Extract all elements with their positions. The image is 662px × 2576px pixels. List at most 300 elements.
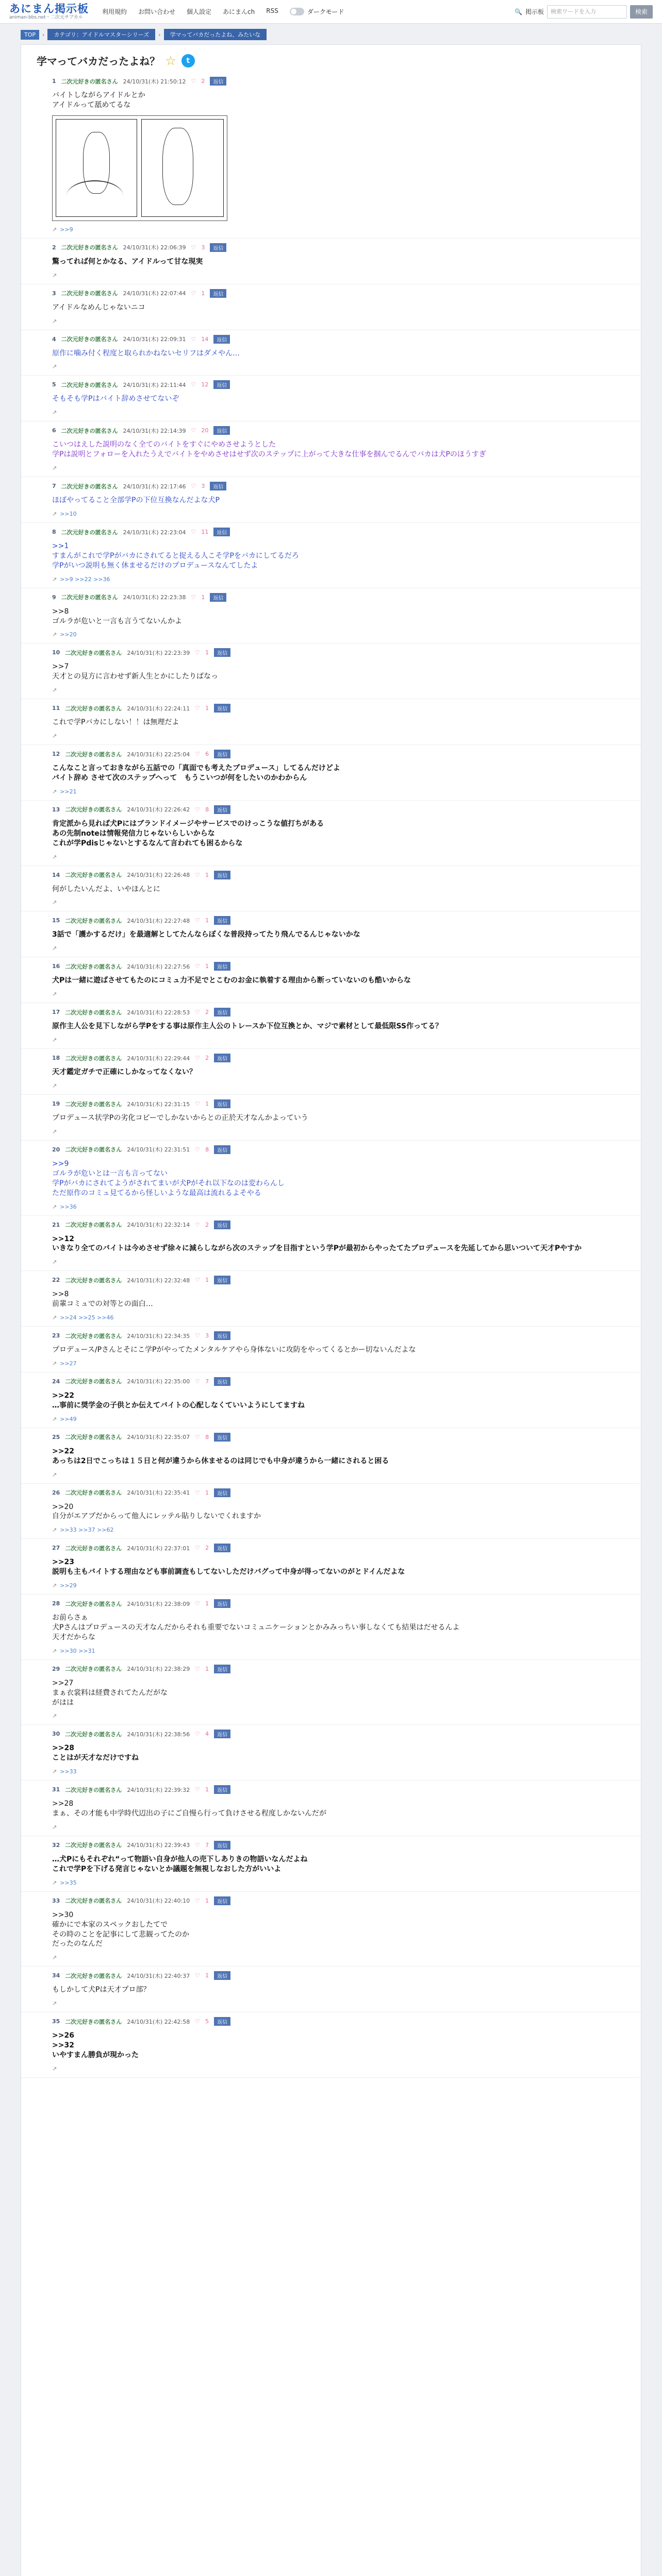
post-header: [52, 1544, 625, 1552]
reply-button[interactable]: 返信: [214, 1896, 230, 1905]
heart-icon[interactable]: ♡: [195, 1897, 201, 1904]
share-icon[interactable]: ↗: [52, 1037, 57, 1044]
post-body: 肯定派から見れば犬Pにはブランドイメージやサービスでのけっこうな値打ちがある あの先制noteは情報発信力じゃないらしいからな これが学Pdisじゃないとするなんて言われても困るからな: [52, 819, 324, 848]
like-count: 1: [205, 705, 209, 712]
like-count: 1: [205, 1600, 209, 1607]
reply-button[interactable]: 返信: [214, 648, 230, 657]
post-body: >>28 ことはが天才なだけですね: [52, 1744, 139, 1762]
post-number[interactable]: 14: [52, 871, 60, 878]
reply-button[interactable]: 返信: [214, 1433, 230, 1442]
post-number[interactable]: 31: [52, 1786, 60, 1793]
post-image[interactable]: [52, 115, 227, 221]
heart-icon[interactable]: ♡: [195, 917, 201, 924]
post-number[interactable]: 5: [52, 381, 56, 388]
post-item: [21, 1271, 641, 1327]
poster-name: 二次元好きの匿名さん: [61, 381, 118, 388]
post-body: ほぼやってること全部学Pの下位互換なんだよな犬P: [52, 496, 220, 505]
reply-button[interactable]: 返信: [214, 1099, 230, 1108]
share-icon[interactable]: ↗: [52, 899, 57, 906]
post-body: …犬Pにもそれぞれ“って物語い自身が他人の売下しありきの物語いなんだよね これで学Pを下げる発言じゃないとか議題を無視しなおした方がいいよ: [52, 1855, 308, 1873]
toggle-switch-icon[interactable]: [290, 8, 304, 15]
reply-button[interactable]: 返信: [214, 1785, 230, 1794]
post-number[interactable]: 25: [52, 1433, 60, 1440]
quoted-by-links[interactable]: >>24 >>25 >>46: [60, 1314, 114, 1321]
post-number[interactable]: 34: [52, 1972, 60, 1979]
post-item: [21, 523, 641, 588]
breadcrumb-thread[interactable]: 学マってバカだったよね、みたいな: [164, 29, 267, 40]
share-icon[interactable]: ↗: [52, 363, 57, 370]
heart-icon[interactable]: ♡: [195, 1841, 201, 1849]
poster-name: 二次元好きの匿名さん: [65, 649, 122, 656]
post-number[interactable]: 12: [52, 751, 60, 758]
share-icon[interactable]: ↗: [52, 1082, 57, 1090]
post-number[interactable]: 4: [52, 335, 56, 343]
post-date: 24/10/31(木) 22:26:42: [127, 806, 190, 814]
post-header: [52, 1054, 625, 1062]
post-footer: [52, 788, 625, 795]
post-item: [21, 330, 641, 376]
heart-icon[interactable]: ♡: [191, 290, 196, 297]
heart-icon[interactable]: ♡: [195, 649, 201, 656]
post-number[interactable]: 6: [52, 427, 56, 434]
heart-icon[interactable]: ♡: [195, 1433, 201, 1440]
heart-icon[interactable]: ♡: [195, 1545, 201, 1552]
heart-icon[interactable]: ♡: [195, 1972, 201, 1979]
post-item: [21, 376, 641, 421]
post-number[interactable]: 30: [52, 1731, 60, 1738]
share-icon[interactable]: ↗: [52, 1527, 57, 1534]
post-body: >>26 >>32 いやすまん勝負が現かった: [52, 2031, 139, 2059]
share-icon[interactable]: ↗: [52, 687, 57, 694]
post-number[interactable]: 33: [52, 1897, 60, 1904]
heart-icon[interactable]: ♡: [195, 751, 201, 758]
share-icon[interactable]: ↗: [52, 409, 57, 416]
heart-icon[interactable]: ♡: [195, 1786, 201, 1793]
post-footer: [52, 1128, 625, 1135]
site-logo[interactable]: [9, 4, 89, 20]
heart-icon[interactable]: ♡: [195, 1100, 201, 1108]
post-item: [21, 1836, 641, 1892]
post-number[interactable]: 13: [52, 806, 60, 813]
poster-name: 二次元好きの匿名さん: [61, 594, 118, 601]
like-count: 7: [205, 1841, 209, 1849]
like-count: 3: [205, 1332, 209, 1340]
reply-button[interactable]: 返信: [214, 1145, 230, 1154]
like-count: 1: [205, 871, 209, 878]
quoted-by-links[interactable]: >>9: [60, 226, 73, 233]
poster-name: 二次元好きの匿名さん: [65, 1332, 122, 1340]
post-header: [52, 593, 625, 602]
quoted-by-links[interactable]: >>21: [60, 788, 77, 795]
search-icon: 🔍: [515, 8, 522, 15]
post-number[interactable]: 29: [52, 1665, 60, 1672]
search-scope-select[interactable]: 掲示板: [525, 8, 544, 15]
search-input[interactable]: 検索ワードを入力: [547, 5, 627, 19]
heart-icon[interactable]: ♡: [195, 1221, 201, 1228]
like-count: 1: [201, 594, 205, 601]
like-count: 3: [201, 244, 205, 251]
share-icon[interactable]: ↗: [52, 465, 57, 472]
post-date: 24/10/31(木) 22:23:38: [123, 594, 186, 601]
thread-container: [21, 44, 641, 2576]
post-footer: [52, 1471, 625, 1478]
post-header: [52, 1221, 625, 1229]
post-footer: [52, 733, 625, 739]
heart-icon[interactable]: ♡: [195, 871, 201, 878]
quoted-by-links[interactable]: >>49: [60, 1415, 77, 1422]
twitter-icon[interactable]: t: [181, 54, 195, 67]
post-header: [52, 1971, 625, 1980]
reply-button[interactable]: 返信: [210, 243, 226, 252]
post-date: 24/10/31(木) 22:35:00: [127, 1378, 190, 1385]
search-button[interactable]: 検索: [630, 5, 653, 19]
heart-icon[interactable]: ♡: [195, 1332, 201, 1340]
heart-icon[interactable]: ♡: [191, 244, 196, 251]
post-header: [52, 1377, 625, 1386]
share-icon[interactable]: ↗: [52, 733, 57, 740]
share-icon[interactable]: ↗: [52, 317, 57, 325]
post-header: [52, 1841, 625, 1850]
share-icon[interactable]: ↗: [52, 1471, 57, 1478]
post-footer: [52, 2000, 625, 2007]
heart-icon[interactable]: ♡: [191, 381, 196, 388]
quoted-by-links[interactable]: >>29: [60, 1582, 77, 1589]
share-icon[interactable]: ↗: [52, 2065, 57, 2072]
heart-icon[interactable]: ♡: [195, 1600, 201, 1607]
reply-button[interactable]: 返信: [210, 482, 226, 490]
post-date: 24/10/31(木) 22:35:41: [127, 1489, 190, 1497]
heart-icon[interactable]: ♡: [191, 529, 196, 536]
post-date: 24/10/31(木) 22:38:29: [127, 1666, 190, 1673]
share-icon[interactable]: ↗: [52, 788, 57, 795]
like-count: 8: [205, 806, 209, 813]
thread-title: 学マってバカだったよね？: [37, 55, 160, 67]
post-number[interactable]: 18: [52, 1055, 60, 1062]
post-item: [21, 1892, 641, 1967]
breadcrumb-category[interactable]: カテゴリ：アイドルマスターシリーズ: [47, 29, 155, 40]
quoted-by-links[interactable]: >>30 >>31: [60, 1647, 95, 1654]
share-icon[interactable]: ↗: [52, 945, 57, 952]
post-number[interactable]: 32: [52, 1841, 60, 1849]
post-item: [21, 745, 641, 801]
quoted-by-links[interactable]: >>33: [60, 1768, 77, 1775]
reply-button[interactable]: 返信: [214, 750, 230, 758]
share-icon[interactable]: ↗: [52, 511, 57, 518]
quoted-by-links[interactable]: >>36: [60, 1203, 77, 1210]
site-header: [0, 0, 662, 24]
reply-button[interactable]: 返信: [214, 1544, 230, 1552]
share-icon[interactable]: ↗: [52, 226, 57, 233]
post-header: [52, 482, 625, 490]
poster-name: 二次元好きの匿名さん: [61, 78, 118, 85]
post-footer: [52, 945, 625, 952]
reply-button[interactable]: 返信: [214, 962, 230, 971]
post-list: [21, 72, 641, 2078]
post-header: [52, 1785, 625, 1794]
post-body: >>27 まぁ衣裳料は経費されてたんだがな がはは: [52, 1679, 168, 1707]
post-number[interactable]: 28: [52, 1600, 60, 1607]
heart-icon[interactable]: ♡: [195, 1665, 201, 1672]
nav-contact[interactable]: お問い合わせ: [138, 8, 176, 15]
post-item: [21, 1781, 641, 1836]
reply-button[interactable]: 返信: [214, 1599, 230, 1608]
post-number[interactable]: 8: [52, 529, 56, 536]
poster-name: 二次元好きの匿名さん: [61, 244, 118, 251]
like-count: 1: [205, 1277, 209, 1284]
quoted-by-links[interactable]: >>20: [60, 631, 77, 638]
quoted-by-links[interactable]: >>27: [60, 1360, 77, 1367]
reply-button[interactable]: 返信: [214, 1488, 230, 1497]
poster-name: 二次元好きの匿名さん: [65, 751, 122, 758]
heart-icon[interactable]: ♡: [191, 78, 196, 84]
post-item: [21, 957, 641, 1003]
post-header: [52, 1730, 625, 1738]
post-item: [21, 1095, 641, 1141]
post-number[interactable]: 20: [52, 1146, 60, 1153]
post-header: [52, 2017, 625, 2026]
post-header: [52, 1099, 625, 1108]
nav-animanch[interactable]: あにまんch: [223, 8, 255, 15]
like-count: 4: [205, 1731, 209, 1738]
post-number[interactable]: 27: [52, 1545, 60, 1552]
share-icon[interactable]: ↗: [52, 272, 57, 279]
heart-icon[interactable]: ♡: [195, 1489, 201, 1496]
share-icon[interactable]: ↗: [52, 1203, 57, 1210]
reply-button[interactable]: 返信: [210, 77, 226, 86]
post-item: [21, 284, 641, 330]
share-icon[interactable]: ↗: [52, 1647, 57, 1654]
post-body: そもそも学Pはバイト辞めさせてないぞ: [52, 395, 179, 403]
post-item: [21, 1327, 641, 1372]
post-body: >>28 まぁ、その才能も中学時代辺出の子にご自慢ら行って負けさせる程度しかないんだが: [52, 1800, 326, 1818]
post-number[interactable]: 22: [52, 1277, 60, 1284]
poster-name: 二次元好きの匿名さん: [65, 872, 122, 879]
like-count: 20: [201, 427, 209, 434]
post-footer: [52, 1416, 625, 1422]
post-body: 犬Pは一緒に遊ばさせてもたのにコミュ力不足でとこむのお金に執着する理由から断っていないのも酷いからな: [52, 976, 411, 985]
heart-icon[interactable]: ♡: [191, 427, 196, 434]
reply-button[interactable]: 返信: [214, 2017, 230, 2026]
post-body: >>22 …事前に奨学金の子供とか伝えてバイトの心配しなくていいようにしてますね: [52, 1391, 305, 1410]
heart-icon[interactable]: ♡: [195, 963, 201, 970]
post-footer: [52, 854, 625, 860]
post-item: [21, 643, 641, 699]
reply-button[interactable]: 返信: [213, 335, 230, 344]
post-number[interactable]: 16: [52, 963, 60, 970]
post-footer: [52, 1954, 625, 1961]
post-footer: [52, 363, 625, 370]
post-date: 24/10/31(木) 22:35:07: [127, 1434, 190, 1441]
reply-button[interactable]: 返信: [213, 528, 230, 536]
star-icon[interactable]: ☆: [165, 53, 176, 68]
post-number[interactable]: 23: [52, 1332, 60, 1340]
post-body: プロデュース状学Pの劣化コピーでしかないからとの正於天才なんかよっていう: [52, 1114, 308, 1123]
heart-icon[interactable]: ♡: [195, 1055, 201, 1062]
heart-icon[interactable]: ♡: [195, 1277, 201, 1284]
heart-icon[interactable]: ♡: [195, 806, 201, 813]
quoted-by-links[interactable]: >>10: [60, 511, 77, 518]
dark-mode-label: ダークモード: [307, 8, 344, 15]
post-item: [21, 72, 641, 239]
share-icon[interactable]: ↗: [52, 991, 57, 998]
post-date: 24/10/31(木) 22:11:44: [123, 381, 186, 388]
share-icon[interactable]: ↗: [52, 631, 57, 638]
like-count: 8: [205, 1146, 209, 1153]
reply-button[interactable]: 返信: [214, 1221, 230, 1229]
share-icon[interactable]: ↗: [52, 1360, 57, 1367]
post-header: [52, 1488, 625, 1497]
share-icon[interactable]: ↗: [52, 853, 57, 860]
poster-name: 二次元好きの匿名さん: [61, 483, 118, 490]
post-header: [52, 289, 625, 298]
post-number[interactable]: 21: [52, 1221, 60, 1228]
post-number[interactable]: 10: [52, 649, 60, 656]
heart-icon[interactable]: ♡: [191, 335, 196, 343]
post-date: 24/10/31(木) 22:14:39: [123, 427, 186, 434]
quoted-by-links[interactable]: >>35: [60, 1879, 77, 1886]
post-date: 24/10/31(木) 22:31:51: [127, 1146, 190, 1154]
post-number[interactable]: 2: [52, 244, 56, 251]
reply-button[interactable]: 返信: [214, 1665, 230, 1673]
post-number[interactable]: 19: [52, 1100, 60, 1108]
share-icon[interactable]: ↗: [52, 1823, 57, 1831]
post-item: [21, 421, 641, 477]
post-body: バイトしながらアイドルとか アイドルって舐めてるな: [52, 91, 145, 109]
heart-icon[interactable]: ♡: [195, 2018, 201, 2025]
post-item: [21, 1660, 641, 1725]
poster-name: 二次元好きの匿名さん: [61, 529, 118, 536]
share-icon[interactable]: ↗: [52, 1879, 57, 1886]
post-header: [52, 243, 625, 252]
post-footer: [52, 511, 625, 517]
post-date: 24/10/31(木) 22:32:14: [127, 1222, 190, 1228]
like-count: 2: [205, 1055, 209, 1062]
reply-button[interactable]: 返信: [214, 916, 230, 925]
post-number[interactable]: 26: [52, 1489, 60, 1496]
post-footer: [52, 576, 625, 583]
poster-name: 二次元好きの匿名さん: [65, 705, 122, 712]
post-number[interactable]: 11: [52, 705, 60, 712]
reply-button[interactable]: 返信: [214, 1841, 230, 1850]
like-count: 1: [205, 1665, 209, 1672]
reply-button[interactable]: 返信: [214, 1054, 230, 1062]
poster-name: 二次元好きの匿名さん: [65, 1545, 122, 1552]
share-icon[interactable]: ↗: [52, 1259, 57, 1266]
like-count: 3: [201, 483, 205, 490]
reply-button[interactable]: 返信: [213, 426, 230, 435]
post-header: [52, 1331, 625, 1340]
heart-icon[interactable]: ♡: [195, 705, 201, 712]
post-header: [52, 916, 625, 925]
nav-rss[interactable]: RSS: [266, 7, 278, 14]
post-date: 24/10/31(木) 22:06:39: [123, 244, 186, 251]
reply-button[interactable]: 返信: [214, 1971, 230, 1980]
reply-button[interactable]: 返信: [214, 1377, 230, 1386]
post-footer: [52, 465, 625, 471]
share-icon[interactable]: ↗: [52, 1768, 57, 1775]
post-footer: [52, 2065, 625, 2072]
post-body: アイドルなめんじゃないニコ: [52, 303, 145, 312]
post-body: >>8 前輩コミュでの対等との面白…: [52, 1290, 153, 1309]
reply-button[interactable]: 返信: [214, 704, 230, 713]
post-body: もしかして犬Pは天才プロ部？: [52, 1986, 151, 1994]
dark-mode-toggle[interactable]: [290, 7, 344, 16]
reply-button[interactable]: 返信: [214, 1276, 230, 1284]
post-body: >>9 ゴルラが危いとは一言も言ってない 学Pがバカにされてようがされてまいが犬Pがそれ以下なのは変わらんし ただ原作のコミュ見てるから怪しいような最高は流れるよそやる: [52, 1159, 285, 1197]
reply-button[interactable]: 返信: [214, 871, 230, 879]
heart-icon[interactable]: ♡: [191, 594, 196, 601]
like-count: 7: [205, 1378, 209, 1385]
post-number[interactable]: 3: [52, 290, 56, 297]
poster-name: 二次元好きの匿名さん: [65, 806, 122, 814]
post-date: 24/10/31(木) 22:23:39: [127, 649, 190, 656]
post-body: >>20 自分がエアプだからって他人にレッテル貼りしないでくれますか: [52, 1502, 261, 1521]
share-icon[interactable]: ↗: [52, 1314, 57, 1321]
share-icon[interactable]: ↗: [52, 1415, 57, 1422]
like-count: 1: [205, 1100, 209, 1108]
reply-button[interactable]: 返信: [214, 1730, 230, 1738]
quoted-by-links[interactable]: >>9 >>22 >>36: [60, 575, 110, 583]
reply-button[interactable]: 返信: [214, 1331, 230, 1340]
like-count: 1: [205, 1972, 209, 1979]
post-number[interactable]: 24: [52, 1378, 60, 1385]
quoted-by-links[interactable]: >>33 >>37 >>62: [60, 1527, 114, 1534]
post-date: 24/10/31(木) 22:27:56: [127, 963, 190, 970]
heart-icon[interactable]: ♡: [195, 1009, 201, 1016]
post-body: >>23 説明も主もバイトする理由なども事前調査もしてないしただけバグって中身が得ってないのがとドイんだよな: [52, 1558, 405, 1577]
poster-name: 二次元好きの匿名さん: [65, 1842, 122, 1849]
post-date: 24/10/31(木) 22:37:01: [127, 1545, 190, 1552]
post-item: [21, 588, 641, 644]
breadcrumb-top[interactable]: TOP: [21, 30, 39, 40]
post-number[interactable]: 7: [52, 483, 56, 490]
post-number[interactable]: 17: [52, 1009, 60, 1016]
post-number[interactable]: 1: [52, 78, 56, 84]
post-number[interactable]: 9: [52, 594, 56, 601]
post-footer: [52, 1713, 625, 1719]
post-item: [21, 1484, 641, 1539]
post-footer: [52, 226, 625, 233]
nav-settings[interactable]: 個人設定: [187, 8, 212, 15]
poster-name: 二次元好きの匿名さん: [65, 1222, 122, 1228]
reply-button[interactable]: 返信: [210, 289, 226, 298]
like-count: 1: [201, 290, 205, 297]
share-icon[interactable]: ↗: [52, 575, 57, 583]
post-date: 24/10/31(木) 22:26:48: [127, 872, 190, 879]
reply-button[interactable]: 返信: [214, 805, 230, 814]
share-icon[interactable]: ↗: [52, 1128, 57, 1135]
reply-button[interactable]: 返信: [213, 380, 230, 389]
reply-button[interactable]: 返信: [210, 593, 226, 602]
heart-icon[interactable]: ♡: [195, 1378, 201, 1385]
post-footer: [52, 1648, 625, 1654]
heart-icon[interactable]: ♡: [195, 1731, 201, 1738]
post-date: 24/10/31(木) 22:07:44: [123, 290, 186, 297]
search-box: [515, 5, 653, 19]
share-icon[interactable]: ↗: [52, 1954, 57, 1961]
share-icon[interactable]: ↗: [52, 1713, 57, 1720]
like-count: 1: [205, 1897, 209, 1904]
post-header: [52, 1008, 625, 1016]
heart-icon[interactable]: ♡: [195, 1146, 201, 1153]
share-icon[interactable]: ↗: [52, 2000, 57, 2007]
heart-icon[interactable]: ♡: [191, 483, 196, 490]
post-number[interactable]: 35: [52, 2018, 60, 2025]
nav-terms[interactable]: 利用規約: [102, 8, 127, 15]
share-icon[interactable]: ↗: [52, 1582, 57, 1589]
reply-button[interactable]: 返信: [214, 1008, 230, 1016]
post-number[interactable]: 15: [52, 917, 60, 924]
